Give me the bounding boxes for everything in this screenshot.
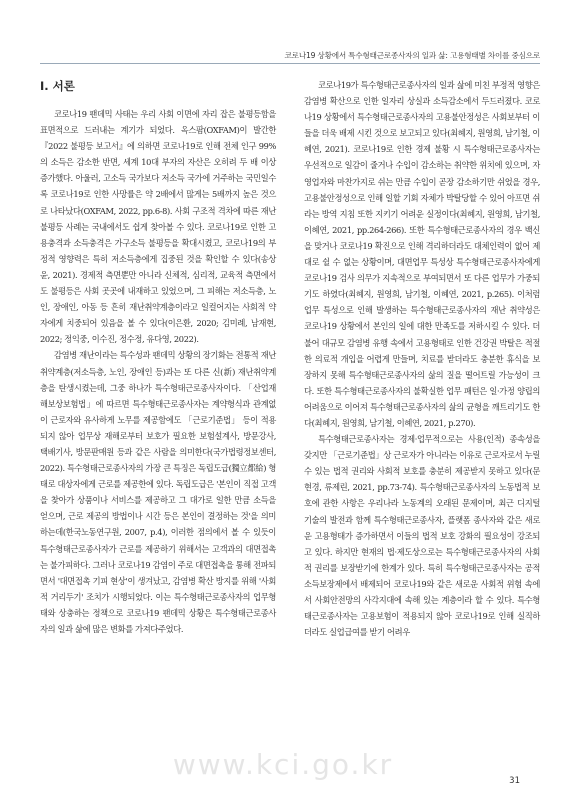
paragraph: 코로나19 팬데믹 사태는 우리 사회 이면에 자리 잡은 불평등함을 표면적으로 드러내는 계기가 되었다. 옥스팜(OXFAM)이 발간한 『2022 불평등 보고서』에 의하면 코로나19로 인해 전체 인구 99%의 소득은 감소한 반면, 세계 10대 부자의 자산은 오히려 두 배 이상 증가했다. 아울러, 고소득 국가보다 저소득 국가에 거주하는 국민일수록 코로나19로 인한 사망률은 약 2배에서 많게는 5배까지 높은 것으로 나타났다(OXFAM, 2022, pp.6-8). 사회 구조적 격차에 따른 재난 불평등 사례는 국내에서도 쉽게 찾아볼 수 있다. 코로나19로 인한 고용충격과 소득충격은 가구소득 불평등을 확대시켰고, 코로나19의 부정적 영향력은 특히 저소득층에게 집중된 것을 확인할 수 있다(송상윤, 2021). 경제적 측면뿐만 아니라 신체적, 심리적, 교육적 측면에서도 불평등은 사회 곳곳에 내재하고 있었으며, 그 피해는 저소득층, 노인, 장애인, 아동 등 흔히 재난취약계층이라고 일컬어지는 사회적 약자에게 치중되어 있음을 볼 수 있다(이은환, 2020; 김미례, 남재현, 2022; 정익중, 이수진, 정수정, 유다영, 2022).: [40, 109, 276, 345]
watermark: www.kci.go.kr: [172, 748, 394, 781]
page-number: 31: [509, 776, 520, 786]
paragraph: 코로나19가 특수형태근로종사자의 일과 삶에 미친 부정적 영향은 감염병 확산으로 인한 일자리 상실과 소득감소에서 두드러졌다. 코로나19 상황에서 특수형태근로종사자의 고용불안정성은 사회보부터 이들을 더욱 배제 시킨 것으로 보고되고 있다(최혜지, 원영희, 남기철, 이혜연, 2021). 코로나19로 인한 경제 불황 시 특수형태근로종사자는 우선적으로 일감이 줄거나 수입이 감소하는 취약한 위치에 있으며, 자영업자와 마찬가지로 쉬는 만큼 수입이 곧장 감소하기만 쉬었을 경우, 고용불안정성으로 인해 일할 기회 자체가 박탈당할 수 있어 아프면 쉬라는 방역 지침 또한 지키기 어려운 실정이다(최혜지, 원영희, 남기철, 이혜연, 2021, pp.264-266). 또한 특수형태근로종사자의 경우 백신을 맞거나 코로나19 확진으로 인해 격리하더라도 대체인력이 없어 제대로 쉴 수 없는 상황이며, 대면업무 특성상 특수형태근로종사자에게 코로나19 검사 의무가 지속적으로 부여되면서 또 다른 업무가 가중되기도 하였다(최혜지, 원영희, 남기철, 이혜연, 2021, p.265). 이처럼 업무 특성으로 인해 발생하는 특수형태근로종사자의 재난 취약성은 코로나19 상황에서 본인의 일에 대한 만족도를 저하시킬 수 있다. 더불어 대규모 감염병 유행 속에서 고용형태로 인한 건강권 박탈은 적절한 의료적 개입을 어렵게 만들며, 치료를 받더라도 충분한 휴식을 보장하지 못해 특수형태근로종사자의 삶의 질을 떨어트릴 가능성이 크다. 또한 특수형태근로종사자의 불확실한 업무 패턴은 일·가정 양립의 어려움으로 이어져 특수형태근로종사자의 삶의 균형을 깨트리기도 한다(최혜지, 원영희, 남기철, 이혜연, 2021, p.270).: [304, 80, 540, 428]
header-rule: [40, 63, 540, 64]
paragraph: 특수형태근로종사자는 경제·업무적으로는 사용(인적) 종속성을 갖지만 「근로기준법」상 근로자가 아니라는 이유로 근로자로서 누릴 수 있는 법적 권리와 사회적 보호를 충분히 제공받지 못하고 있다(문현경, 류제린, 2021, pp.73-74). 특수형태근로종사자의 노동법적 보호에 관한 사항은 우리나라 노동계의 오래된 문제이며, 최근 디지털 기술의 발전과 함께 특수형태근로종사자, 플랫폼 종사자와 같은 새로운 고용형태가 증가하면서 이들의 법적 보호 강화의 필요성이 강조되고 있다. 하지만 현재의 법·제도상으로는 특수형태근로종사자의 사회적 권리를 보장받기에 한계가 있다. 특히 특수형태근로종사자는 공적 소득보장제에서 배제되어 코로나19와 같은 새로운 사회적 위험 속에서 사회안전망의 사각지대에 속해 있는 계층이라 할 수 있다. 특수형태근로종사자는 고용보험이 적용되지 않아 코로나19로 인해 실직하더라도 실업급여를 받기 어려우: [304, 434, 540, 638]
section-title: Ⅰ. 서론: [40, 79, 75, 93]
right-column: [304, 77, 540, 640]
left-column: [40, 77, 276, 637]
paragraph: 감염병 재난이라는 특수성과 팬데믹 상황의 장기화는 전통적 재난취약계층(저소득층, 노인, 장애인 등)과는 또 다른 신(新) 재난취약계층을 탄생시켰는데, 그중 하나가 특수형태근로종사자이다. 「산업재해보상보험법」에 따르면 특수형태근로종사자는 계약형식과 관계없이 근로자와 유사하게 노무를 제공함에도 「근로기준법」 등이 적용되지 않아 업무상 재해로부터 보호가 필요한 보험설계사, 방문강사, 택배기사, 방문판매원 등과 같은 사람을 의미한다(국가법령정보센터, 2022). 특수형태근로종사자의 가장 큰 특징은 독립도급(獨立都給) 형태로 대상자에게 근로를 제공한에 있다. 독립도급은 '본인이 직접 고객을 찾아가 상품이나 서비스를 제공하고 그 대가로 일한 만큼 소득을 얻으며, 근로 제공의 방법이나 시간 등은 본인이 결정하는 것'을 의미하는데(한국노동연구원, 2007, p.4), 이러한 점의에서 볼 수 있듯이 특수형태근로종사자가 근로를 제공하기 위해서는 고객과의 대면접촉는 불가피하다. 그러나 코로나19 감염이 주로 대면접촉을 통해 전파되면서 '대면접촉 기피 현상'이 생겨났고, 감염병 확산 방지를 위해 '사회적 거리두기' 조치가 시행되었다. 이는 특수형태근로종사자의 업무형태와 상충하는 정책으로 코로나19 팬데믹 상황은 특수형태근로종사자의 일과 삶에 많은 변화를 가져다주었다.: [40, 350, 276, 634]
running-header: 코로나19 상황에서 특수형태근로종사자의 일과 삶: 고용형태별 차이를 중심으로: [284, 51, 540, 60]
